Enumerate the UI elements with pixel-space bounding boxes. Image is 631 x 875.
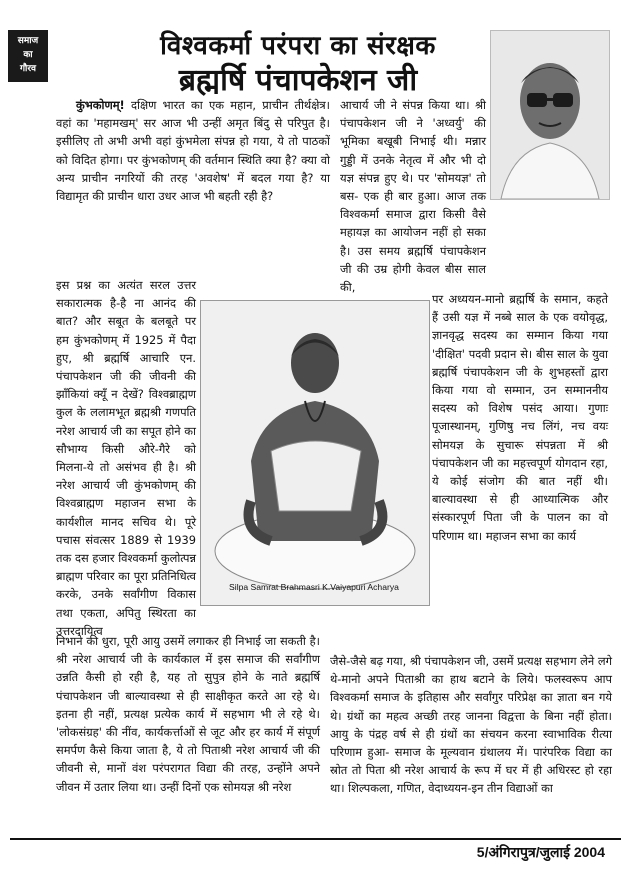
- page-footer: 5/अंगिरापुत्र/जुलाई 2004: [476, 844, 605, 860]
- bottom-left-body: निभाने की धुरा, पूरी आयु उसमें लगाकर ही निभाई जा सकती है। श्री नरेश आचार्य जी के कार्यकाल में इस समाज की सर्वांगीण उन्नति कैसी हो रही है, यह तो सुपुत्र होने के नाते ब्रह्मर्षि पंचापकेशन जी बाल्यावस्था से ही साक्षीकृत करते आ रहे थे। इतना ही नहीं, प्रत्यक्ष प्रत्येक कार्य में सहभाग भी ले रहे थे। 'लोकसंग्रह' की नींव, कार्यकर्त्ताओं से जूट और हर कार्य में संपूर्ण समर्पण कैसे किया जाता है, ये तो पिताश्री नरेश आचार्य जी की जीवनी से, मानों वंश परंपरागत विद्या की तरह, उन्होंने अपने जीवन में उतार लिया था। उन्हीं दिनों एक सोमयज्ञ श्री नरेश: [56, 634, 320, 794]
- tag-line-3: गौरव: [19, 64, 37, 74]
- intro-text: दक्षिण भारत का एक महान, प्राचीन तीर्थक्षेत्र। वहां का 'महामखम्' सर आज भी उन्हीं अमृत बिंदु से परिपुत है। इसीलिए तो अभी अभी वहां कुंभमेला संपन्न हो गया, ये तो पाठकों को विदित होगा। पर कुंभकोणम् की वर्तमान स्थिति क्या है? क्या वो अन्य प्राचीन नगरियों की तरह 'अवशेष' में बदल गया है? या विद्यामृत की प्राचीन धारा उधर आज भी बहती रही है?: [56, 98, 330, 204]
- left-column-body: इस प्रश्न का अत्यंत सरल उत्तर सकारात्मक है-है ना आनंद की बात? और सबूत के बलबूते पर हम कुंभकोणम् में 1925 में पैदा हुए, श्री ब्रह्मर्षि आचारि एन. पंचापकेशन जी की जीवनी की झाँकियां क्यूँ न देखें? विश्वब्राह्मण कुल के ललामभूत ब्रह्मश्री गणपति नरेश आचार्य जी का सपूत होने का सौभाग्य किसी औरे-गैरे को मिलना-ये तो असंभव ही है। श्री नरेश आचार्य जी कुंभकोणम् की विश्वब्राह्मण महाजन सभा के कार्यशील मानद सचिव थे। पूरे पचास संवत्सर 1889 से 1939 तक दस हजार विश्वकर्मा कुलोत्पन्न ब्राह्मण परिवार का पूरा प्रतिनिधित्व करके, उनके सर्वांगीण विकास तथा एकता, अपितु स्थिरता का उत्तरदायित्व: [56, 278, 196, 638]
- intro-paragraph: [56, 96, 330, 205]
- tag-line-2: का: [23, 50, 33, 60]
- right-bottom-body: जैसे-जैसे बढ़ गया, श्री पंचापकेशन जी, उसमें प्रत्यक्ष सहभाग लेने लगे थे-मानो अपने पिताश्री का हाथ बटाने के लिये। फलस्वरूप आप विश्वकर्मा समाज के इतिहास और सर्वांगुर परिप्रेक्ष का ज्ञाता बन गये थे। ग्रंथों का महत्व अच्छी तरह जानना विद्वत्ता के बिना नहीं होता। आयु के पंद्रह वर्ष से ही ग्रंथों का संचयन करना स्वाभाविक रीत्या परिणाम हुआ- समाज के मूल्यवान ग्रंथालय में। पारंपरिक विद्या का स्रोत तो पिता श्री नरेश आचार्य के रूप में घर में ही अधिरस्ट हो रहा था। शिल्पकला, गणित, वेदाध्ययन-इन तीन विद्याओं का: [330, 654, 612, 796]
- tag-line-1: समाज: [17, 36, 39, 46]
- right-middle-body: पर अध्ययन-मानो ब्रह्मर्षि के समान, कहते हैं उसी यज्ञ में नब्बे साल के एक वयोवृद्ध, ज्ञानवृद्ध सदस्य का सम्मान किया गया 'दीक्षित' पदवी प्रदान से। बीस साल के युवा ब्रह्मर्षि पंचापकेशन जी के शुभहस्तों द्वारा किया गया वो सम्मान, उन सम्माननीय सदस्य को विशेष पसंद आया। गुणाः पूजास्थानम्, गुणिषु नच लिंगं, नच वयः सोमयज्ञ के सुचारू संपन्नता में श्री पंचापकेशन जी का महत्त्वपूर्ण योगदान रहा, ये कोई संजोग की बात नहीं थी। बाल्यावस्था से ही आध्यात्मिक और संस्कारपूर्ण पिता जी के पालन का वो परिणाम था। महाजन सभा का कार्य: [432, 292, 608, 543]
- section-tag: [8, 30, 48, 82]
- acharya-photo: [200, 300, 430, 606]
- headline-line-1: विश्वकर्मा परंपरा का संरक्षक: [160, 31, 436, 61]
- right-top-body: आचार्य जी ने संपन्न किया था। श्री पंचापकेशन जी ने 'अध्वर्यु' की भूमिका बखूबी निभाई थी। मन्नार गुड्डी में उनके नेतृत्व में और भी दो यज्ञ संपन्न हुए थे। पर 'सोमयज्ञ' तो बस- एक ही बार हुआ। आज तक विश्वकर्मा समाज द्वारा किसी वैसे महायज्ञ का आयोजन नहीं हो सका है। उस समय ब्रह्मर्षि पंचापकेशन जी की उम्र होगी केवल बीस साल की,: [340, 98, 486, 295]
- photo-caption: Silpa Samrat Brahmasri K.Vaiyapuri Acharya: [229, 582, 399, 592]
- intro-lead: कुंभकोणम्!: [76, 98, 125, 112]
- footer-rule: [10, 838, 621, 840]
- headline-line-2: ब्रह्मर्षि पंचापकेशन जी: [178, 63, 418, 98]
- portrait-photo: [490, 30, 610, 200]
